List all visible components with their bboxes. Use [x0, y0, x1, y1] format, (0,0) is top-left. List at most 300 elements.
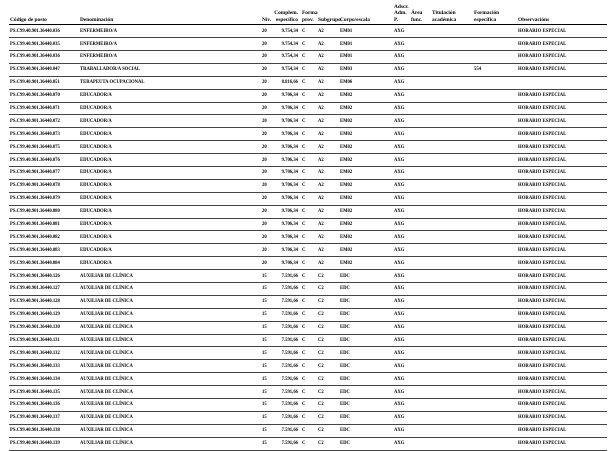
cell-forma: C — [302, 131, 306, 137]
cell-corpo: EM01 — [340, 41, 353, 47]
cell-complemento: 9.706,34 — [281, 118, 298, 124]
table-row — [9, 308, 607, 321]
cell-area — [410, 386, 431, 399]
cell-observacions: HORARIO ESPECIAL — [518, 170, 567, 176]
cell-corpo: EM02 — [340, 222, 353, 228]
table-row — [9, 102, 607, 115]
positions-table — [9, 4, 607, 451]
table-row — [9, 179, 607, 192]
cell-adscr: AXG — [394, 222, 405, 228]
cell-nivel: 20 — [262, 170, 267, 176]
table-row — [9, 283, 607, 296]
cell-observacions: HORARIO ESPECIAL — [518, 196, 567, 202]
cell-area — [410, 63, 431, 76]
cell-denominacion: AUXILIAR DE CLÍNICA — [80, 286, 133, 292]
cell-adscr: AXG — [394, 441, 405, 447]
cell-subgrupo: C2 — [318, 428, 324, 434]
cell-corpo: EDC — [340, 350, 350, 356]
cell-observacions: HORARIO ESPECIAL — [518, 106, 567, 111]
cell-observacions: HORARIO ESPECIAL — [518, 183, 567, 189]
cell-observacions: HORARIO ESPECIAL — [518, 41, 567, 47]
cell-titulacion — [431, 231, 473, 244]
cell-area — [410, 128, 431, 141]
cell-codigo: PS.C99.40.901.36440.138 — [10, 428, 60, 434]
table-row — [9, 192, 607, 205]
cell-codigo: PS.C99.40.901.36440.035 — [10, 41, 60, 47]
cell-nivel: 15 — [262, 273, 267, 279]
cell-complemento: 9.706,34 — [281, 144, 298, 150]
cell-observacions: HORARIO ESPECIAL — [518, 402, 567, 408]
table-row — [9, 63, 607, 76]
cell-nivel: 20 — [262, 209, 267, 215]
cell-adscr: AXG — [394, 196, 405, 202]
cell-complemento: 9.706,34 — [281, 222, 298, 228]
cell-corpo: EDC — [340, 325, 350, 331]
header-adscr: Adscr. Adm. P. — [394, 4, 409, 23]
cell-titulacion — [431, 424, 473, 437]
cell-adscr: AXG — [394, 131, 405, 137]
table-row — [9, 231, 607, 244]
cell-observacions: HORARIO ESPECIAL — [518, 247, 567, 253]
cell-subgrupo: A2 — [318, 118, 324, 124]
cell-denominacion: ENFERMEIRO/A — [80, 28, 117, 34]
cell-forma: C — [302, 234, 306, 240]
cell-corpo: EDC — [340, 363, 350, 369]
cell-forma: C — [302, 273, 306, 279]
cell-nivel: 15 — [262, 441, 267, 447]
cell-observacions: HORARIO ESPECIAL — [518, 144, 567, 150]
cell-area — [410, 167, 431, 180]
cell-formacion — [473, 141, 517, 154]
cell-subgrupo: A2 — [318, 54, 324, 60]
cell-observacions: HORARIO ESPECIAL — [518, 415, 567, 421]
cell-corpo: EM02 — [340, 118, 353, 124]
table-row — [9, 437, 607, 450]
cell-denominacion: ENFERMEIRO/A — [80, 41, 117, 47]
cell-nivel: 15 — [262, 376, 267, 382]
cell-subgrupo: C2 — [318, 286, 324, 292]
cell-corpo: EM02 — [340, 131, 353, 137]
cell-nivel: 20 — [262, 157, 267, 163]
cell-subgrupo: C2 — [318, 376, 324, 382]
cell-denominacion: EDUCADOR/A — [80, 260, 112, 266]
cell-adscr: AXG — [394, 54, 405, 60]
cell-forma: C — [302, 350, 306, 356]
cell-adscr: AXG — [394, 402, 405, 408]
cell-codigo: PS.C99.40.901.36440.133 — [10, 363, 60, 369]
table-row — [9, 257, 607, 270]
cell-area — [410, 38, 431, 51]
cell-codigo: PS.C99.40.901.36440.129 — [10, 312, 60, 318]
cell-nivel: 15 — [262, 402, 267, 408]
cell-complemento: 7.591,66 — [281, 299, 298, 305]
cell-denominacion: EDUCADOR/A — [80, 93, 112, 99]
header-formacion: Formación específica — [474, 10, 500, 23]
cell-adscr: AXG — [394, 376, 405, 382]
cell-formacion — [473, 334, 517, 347]
cell-complemento: 9.706,34 — [281, 170, 298, 176]
cell-subgrupo: C2 — [318, 441, 324, 447]
cell-titulacion — [431, 192, 473, 205]
cell-adscr: AXG — [394, 273, 405, 279]
cell-subgrupo: C2 — [318, 325, 324, 331]
cell-titulacion — [431, 386, 473, 399]
cell-corpo: EDC — [340, 273, 350, 279]
cell-observacions: HORARIO ESPECIAL — [518, 157, 567, 163]
cell-formacion — [473, 76, 517, 89]
cell-titulacion — [431, 128, 473, 141]
cell-observacions: HORARIO ESPECIAL — [518, 260, 567, 266]
cell-codigo: PS.C99.40.901.36440.084 — [10, 260, 60, 266]
cell-denominacion: AUXILIAR DE CLÍNICA — [80, 415, 133, 421]
cell-complemento: 7.591,66 — [281, 286, 298, 292]
cell-corpo: EM02 — [340, 247, 353, 253]
cell-adscr: AXG — [394, 67, 405, 73]
cell-forma: C — [302, 157, 306, 163]
table-row — [9, 386, 607, 399]
cell-denominacion: EDUCADOR/A — [80, 222, 112, 228]
cell-subgrupo: A2 — [318, 209, 324, 215]
cell-complemento: 9.706,34 — [281, 106, 298, 111]
cell-formacion — [473, 360, 517, 373]
cell-subgrupo: A2 — [318, 222, 324, 228]
cell-formacion — [473, 244, 517, 257]
cell-complemento: 9.706,34 — [281, 196, 298, 202]
cell-denominacion: EDUCADOR/A — [80, 183, 112, 189]
cell-corpo: EM02 — [340, 234, 353, 240]
cell-codigo: PS.C99.40.901.36440.083 — [10, 247, 60, 253]
cell-formacion — [473, 257, 517, 270]
cell-titulacion — [431, 141, 473, 154]
cell-observacions: HORARIO ESPECIAL — [518, 350, 567, 356]
cell-observacions: HORARIO ESPECIAL — [518, 389, 567, 395]
cell-titulacion — [431, 76, 473, 89]
cell-subgrupo: A2 — [318, 67, 324, 73]
cell-complemento: 9.706,34 — [281, 183, 298, 189]
table-row — [9, 115, 607, 128]
cell-area — [410, 102, 431, 115]
header-corpo: Corpo/escala — [340, 16, 370, 23]
cell-codigo: PS.C99.40.901.36440.136 — [10, 402, 60, 408]
cell-nivel: 20 — [262, 183, 267, 189]
cell-nivel: 15 — [262, 428, 267, 434]
cell-titulacion — [431, 115, 473, 128]
cell-subgrupo: C2 — [318, 415, 324, 421]
cell-denominacion: EDUCADOR/A — [80, 157, 112, 163]
cell-area — [410, 89, 431, 102]
cell-subgrupo: A2 — [318, 196, 324, 202]
cell-complemento: 7.591,66 — [281, 402, 298, 408]
cell-nivel: 20 — [262, 260, 267, 266]
cell-area — [410, 308, 431, 321]
cell-titulacion — [431, 154, 473, 167]
cell-codigo: PS.C99.40.901.36440.134 — [10, 376, 60, 382]
cell-area — [410, 231, 431, 244]
cell-denominacion: TRABALLADOR/A SOCIAL — [80, 67, 141, 73]
cell-denominacion: AUXILIAR DE CLÍNICA — [80, 363, 133, 369]
cell-formacion — [473, 373, 517, 386]
cell-denominacion: AUXILIAR DE CLÍNICA — [80, 312, 133, 318]
cell-titulacion — [431, 179, 473, 192]
cell-formacion — [473, 154, 517, 167]
cell-observacions: HORARIO ESPECIAL — [518, 118, 567, 124]
cell-complemento: 8.816,66 — [281, 80, 298, 86]
cell-formacion — [473, 218, 517, 231]
cell-subgrupo: C2 — [318, 312, 324, 318]
cell-denominacion: EDUCADOR/A — [80, 118, 112, 124]
cell-formacion — [473, 25, 517, 38]
cell-complemento: 7.591,66 — [281, 389, 298, 395]
cell-observacions — [517, 76, 607, 89]
cell-titulacion — [431, 218, 473, 231]
cell-formacion — [473, 205, 517, 218]
table-row — [9, 399, 607, 412]
cell-adscr: AXG — [394, 350, 405, 356]
cell-complemento: 9.754,34 — [281, 67, 298, 73]
cell-denominacion: AUXILIAR DE CLÍNICA — [80, 428, 133, 434]
cell-adscr: AXG — [394, 299, 405, 305]
cell-codigo: PS.C99.40.901.36440.078 — [10, 183, 60, 189]
cell-adscr: AXG — [394, 286, 405, 292]
cell-area — [410, 347, 431, 360]
cell-formacion — [473, 128, 517, 141]
table-row — [9, 270, 607, 283]
cell-denominacion: AUXILIAR DE CLÍNICA — [80, 376, 133, 382]
cell-subgrupo: A2 — [318, 106, 324, 111]
cell-complemento: 7.591,66 — [281, 363, 298, 369]
cell-corpo: EM02 — [340, 170, 353, 176]
cell-forma: C — [302, 54, 306, 60]
cell-adscr: AXG — [394, 428, 405, 434]
cell-observacions: HORARIO ESPECIAL — [518, 222, 567, 228]
cell-adscr: AXG — [394, 157, 405, 163]
cell-nivel: 20 — [262, 28, 267, 34]
cell-titulacion — [431, 257, 473, 270]
cell-subgrupo: C2 — [318, 299, 324, 305]
cell-codigo: PS.C99.40.901.36440.051 — [10, 80, 60, 86]
cell-forma: C — [302, 325, 306, 331]
cell-complemento: 9.754,34 — [281, 28, 298, 34]
table-row — [9, 205, 607, 218]
cell-observacions: HORARIO ESPECIAL — [518, 234, 567, 240]
cell-complemento: 9.706,34 — [281, 157, 298, 163]
cell-adscr: AXG — [394, 118, 405, 124]
table-row — [9, 347, 607, 360]
cell-formacion — [473, 386, 517, 399]
cell-titulacion — [431, 399, 473, 412]
cell-titulacion — [431, 205, 473, 218]
cell-denominacion: AUXILIAR DE CLÍNICA — [80, 389, 133, 395]
cell-corpo: EDC — [340, 286, 350, 292]
cell-codigo: PS.C99.40.901.36440.135 — [10, 389, 60, 395]
cell-forma: C — [302, 106, 306, 111]
cell-corpo: EDC — [340, 299, 350, 305]
cell-denominacion: EDUCADOR/A — [80, 131, 112, 137]
cell-formacion — [473, 399, 517, 412]
cell-subgrupo: C2 — [318, 350, 324, 356]
cell-forma: C — [302, 80, 306, 86]
cell-forma: C — [302, 183, 306, 189]
cell-codigo: PS.C99.40.901.36440.047 — [10, 67, 60, 73]
cell-formacion — [473, 38, 517, 51]
cell-complemento: 9.754,34 — [281, 54, 298, 60]
cell-corpo: EM02 — [340, 106, 353, 111]
cell-subgrupo: A2 — [318, 80, 324, 86]
cell-area — [410, 179, 431, 192]
cell-titulacion — [431, 63, 473, 76]
cell-subgrupo: A2 — [318, 28, 324, 34]
cell-adscr: AXG — [394, 93, 405, 99]
cell-codigo: PS.C99.40.901.36440.072 — [10, 118, 60, 124]
header-area: Área func. — [411, 10, 423, 23]
cell-nivel: 20 — [262, 131, 267, 137]
cell-nivel: 15 — [262, 325, 267, 331]
cell-corpo: EM02 — [340, 196, 353, 202]
cell-corpo: EM01 — [340, 28, 353, 34]
cell-forma: C — [302, 402, 306, 408]
cell-subgrupo: A2 — [318, 247, 324, 253]
cell-adscr: AXG — [394, 234, 405, 240]
cell-forma: C — [302, 28, 306, 34]
cell-forma: C — [302, 415, 306, 421]
cell-titulacion — [431, 167, 473, 180]
cell-nivel: 20 — [262, 93, 267, 99]
table-row — [9, 141, 607, 154]
cell-corpo: EDC — [340, 415, 350, 421]
cell-denominacion: AUXILIAR DE CLÍNICA — [80, 350, 133, 356]
cell-area — [410, 115, 431, 128]
table-row — [9, 373, 607, 386]
header-nivel: Nív. — [262, 16, 272, 23]
cell-formacion — [473, 321, 517, 334]
cell-complemento: 9.706,34 — [281, 234, 298, 240]
cell-formacion — [473, 283, 517, 296]
cell-adscr: AXG — [394, 209, 405, 215]
cell-corpo: EDC — [340, 376, 350, 382]
cell-adscr: AXG — [394, 338, 405, 344]
cell-adscr: AXG — [394, 80, 405, 86]
cell-subgrupo: C2 — [318, 389, 324, 395]
header-titulacion: Titulación académica — [432, 10, 457, 23]
cell-formacion — [473, 179, 517, 192]
cell-forma: C — [302, 41, 306, 47]
cell-codigo: PS.C99.40.901.36440.126 — [10, 273, 60, 279]
cell-area — [410, 334, 431, 347]
cell-area — [410, 411, 431, 424]
cell-forma: C — [302, 286, 306, 292]
cell-complemento: 7.591,66 — [281, 312, 298, 318]
cell-forma: C — [302, 312, 306, 318]
cell-nivel: 20 — [262, 234, 267, 240]
table-row — [9, 167, 607, 180]
cell-complemento: 9.706,34 — [281, 131, 298, 137]
cell-area — [410, 321, 431, 334]
cell-nivel: 20 — [262, 54, 267, 60]
cell-formacion — [473, 424, 517, 437]
cell-forma: C — [302, 144, 306, 150]
cell-forma: C — [302, 260, 306, 266]
cell-denominacion: ENFERMEIRO/A — [80, 54, 117, 60]
cell-codigo: PS.C99.40.901.36440.036 — [10, 54, 60, 60]
cell-forma: C — [302, 196, 306, 202]
cell-corpo: EDC — [340, 428, 350, 434]
cell-nivel: 15 — [262, 350, 267, 356]
cell-titulacion — [431, 437, 473, 450]
cell-complemento: 7.591,66 — [281, 415, 298, 421]
cell-codigo: PS.C99.40.901.36440.079 — [10, 196, 60, 202]
cell-adscr: AXG — [394, 247, 405, 253]
cell-corpo: EM03 — [340, 67, 353, 73]
cell-titulacion — [431, 360, 473, 373]
cell-formacion — [473, 167, 517, 180]
cell-denominacion: AUXILIAR DE CLÍNICA — [80, 402, 133, 408]
cell-nivel: 15 — [262, 389, 267, 395]
cell-complemento: 9.754,34 — [281, 41, 298, 47]
cell-area — [410, 373, 431, 386]
cell-subgrupo: C2 — [318, 402, 324, 408]
table-row — [9, 128, 607, 141]
cell-denominacion: TERAPEUTA OCUPACIONAL — [80, 80, 145, 86]
cell-complemento: 7.591,66 — [281, 376, 298, 382]
cell-denominacion: AUXILIAR DE CLÍNICA — [80, 325, 133, 331]
cell-codigo: PS.C99.40.901.36440.127 — [10, 286, 60, 292]
table-row — [9, 244, 607, 257]
cell-corpo: EM02 — [340, 209, 353, 215]
cell-observacions: HORARIO ESPECIAL — [518, 131, 567, 137]
header-forma: Forma prov. — [302, 10, 318, 23]
cell-nivel: 15 — [262, 286, 267, 292]
cell-area — [410, 437, 431, 450]
cell-forma: C — [302, 363, 306, 369]
table-row — [9, 25, 607, 38]
cell-observacions: HORARIO ESPECIAL — [518, 286, 567, 292]
cell-codigo: PS.C99.40.901.36440.081 — [10, 222, 60, 228]
cell-denominacion: AUXILIAR DE CLÍNICA — [80, 441, 133, 447]
table-row — [9, 154, 607, 167]
cell-codigo: PS.C99.40.901.36440.071 — [10, 106, 60, 111]
table-row — [9, 334, 607, 347]
cell-complemento: 7.591,66 — [281, 441, 298, 447]
cell-titulacion — [431, 38, 473, 51]
cell-area — [410, 25, 431, 38]
cell-area — [410, 360, 431, 373]
cell-complemento: 7.591,66 — [281, 350, 298, 356]
cell-formacion — [473, 115, 517, 128]
cell-forma: C — [302, 222, 306, 228]
cell-corpo: EM02 — [340, 260, 353, 266]
cell-corpo: EM02 — [340, 183, 353, 189]
cell-codigo: PS.C99.40.901.36440.070 — [10, 93, 60, 99]
cell-titulacion — [431, 89, 473, 102]
cell-denominacion: AUXILIAR DE CLÍNICA — [80, 338, 133, 344]
table-row — [9, 76, 607, 89]
cell-observacions: HORARIO ESPECIAL — [518, 363, 567, 369]
cell-formacion — [473, 192, 517, 205]
cell-subgrupo: C2 — [318, 363, 324, 369]
cell-area — [410, 399, 431, 412]
cell-titulacion — [431, 308, 473, 321]
cell-corpo: EM01 — [340, 54, 353, 60]
cell-codigo: PS.C99.40.901.36440.077 — [10, 170, 60, 176]
cell-corpo: EDC — [340, 402, 350, 408]
cell-area — [410, 424, 431, 437]
cell-corpo: EM02 — [340, 144, 353, 150]
table-row — [9, 89, 607, 102]
cell-area — [410, 218, 431, 231]
cell-forma: C — [302, 67, 306, 73]
cell-forma: C — [302, 170, 306, 176]
cell-nivel: 20 — [262, 247, 267, 253]
